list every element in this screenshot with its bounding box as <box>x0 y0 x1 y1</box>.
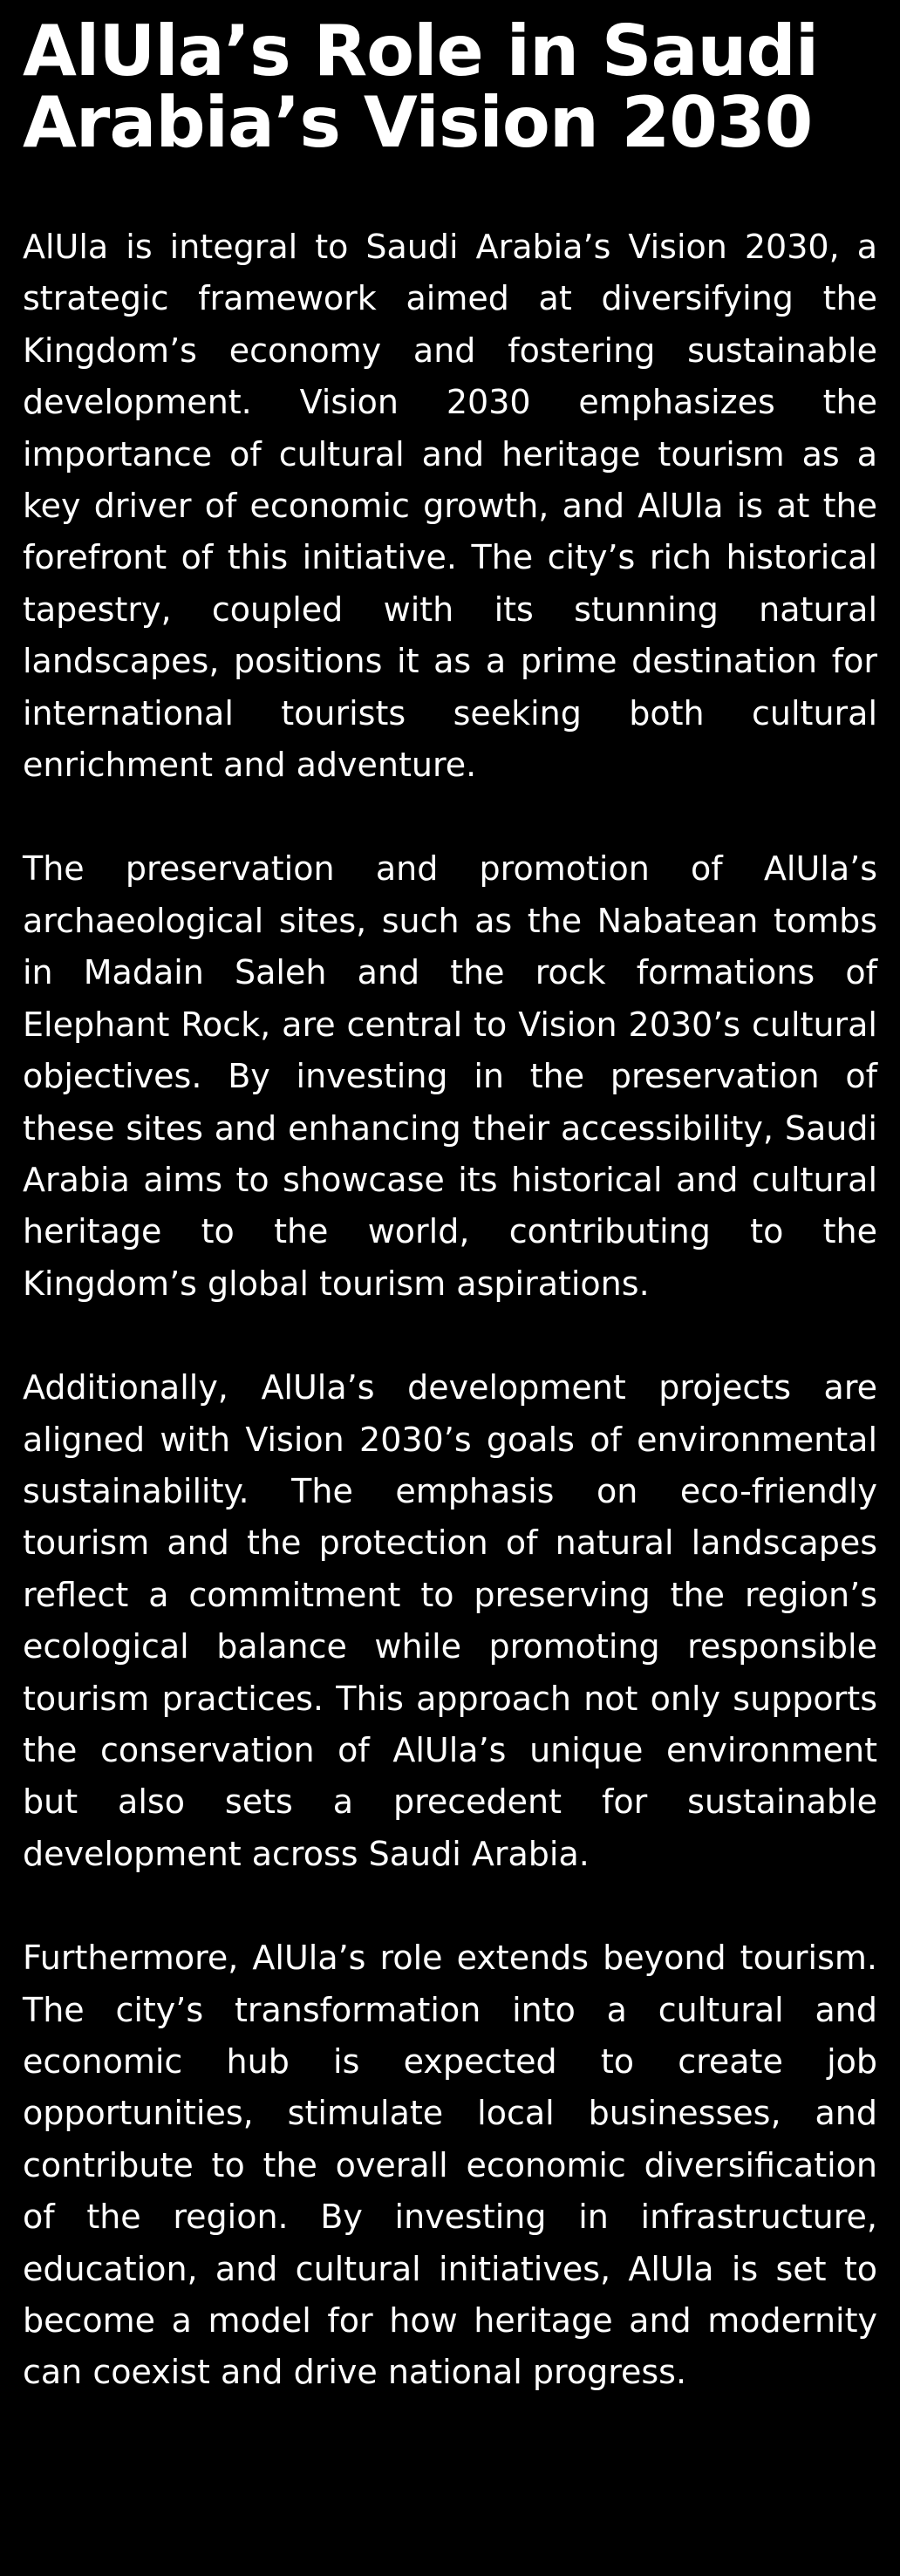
article-title: AlUla’s Role in Saudi Arabia’s Vision 2030 <box>23 10 819 163</box>
paragraph: Additionally, AlUla’s development projects are aligned with Vision 2030’s goals of environmental sustainability. The emphasis on eco-friendly tourism and the protection of natural landscapes reflect a commitment to preserving the region’s ecological balance while promoting responsible tourism practices. This approach not only supports the conservation of AlUla’s unique environment but also sets a precedent for sustainable development across Saudi Arabia. <box>23 1368 877 1873</box>
paragraph: The preservation and promotion of AlUla’s archaeological sites, such as the Nabatean tombs in Madain Saleh and the rock formations of Elephant Rock, are central to Vision 2030’s cultural objectives. By investing in the preservation of these sites and enhancing their accessibility, Saudi Arabia aims to showcase its historical and cultural heritage to the world, contributing to the Kingdom’s global tourism aspirations. <box>23 849 877 1303</box>
paragraph: AlUla is integral to Saudi Arabia’s Vision 2030, a strategic framework aimed at diversifying the Kingdom’s economy and fostering sustainable development. Vision 2030 emphasizes the importance of cultural and heritage tourism as a key driver of economic growth, and AlUla is at the forefront of this initiative. The city’s rich historical tapestry, coupled with its stunning natural landscapes, positions it as a prime destination for international tourists seeking both cultural enrichment and adventure. <box>23 228 877 785</box>
paragraph: Furthermore, AlUla’s role extends beyond tourism. The city’s transformation into a cultural and economic hub is expected to create job opportunities, stimulate local businesses, and contribute to the overall economic diversification of the region. By investing in infrastructure, education, and cultural initiatives, AlUla is set to become a model for how heritage and modernity can coexist and drive national progress. <box>23 1939 877 2392</box>
article-body <box>23 221 877 2399</box>
